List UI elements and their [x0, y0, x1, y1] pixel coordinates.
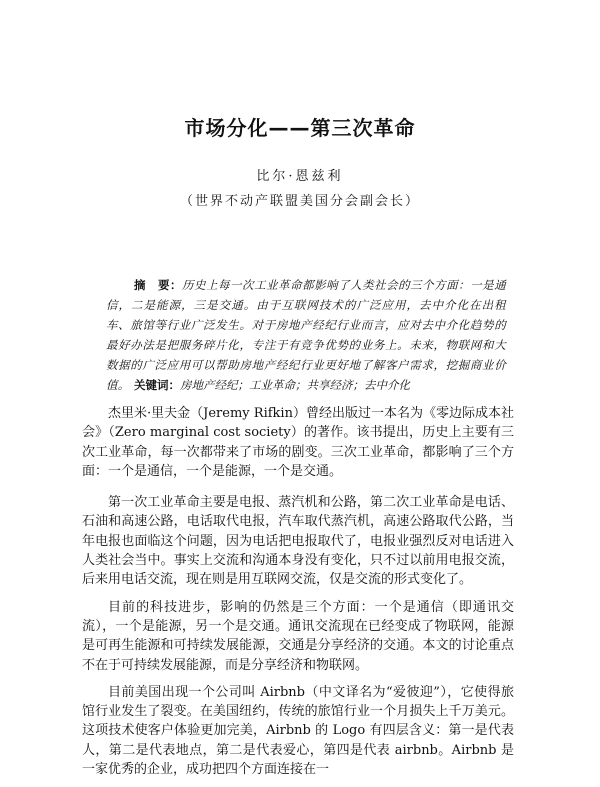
- author-affiliation: （世界不动产联盟美国分会副会长）: [179, 194, 420, 209]
- article-body: [82, 404, 514, 787]
- article-title: 市场分化——第三次革命: [184, 116, 416, 140]
- keywords-text: 房地产经纪；工业革命；共享经济；去中介化: [180, 378, 410, 392]
- keywords-label: 关键词：: [134, 378, 180, 392]
- body-paragraph: 目前的科技进步，影响的仍然是三个方面：一个是通信（即通讯交流），一个是能源，另一个是交通。通讯交流现在已经变成了物联网，能源是可再生能源和可持续发展能源，交通是分享经济的交通。本文的讨论重点不在于可持续发展能源，而是分享经济和物联网。: [82, 599, 514, 673]
- abstract-text: 历史上每一次工业革命都影响了人类社会的三个方面：一是通信，二是能源，三是交通。由于互联网技术的广泛应用，去中介化在出租车、旅馆等行业广泛发生。对于房地产经纪行业而言，应对去中介化趋势的最好办法是把服务碎片化，专注于有竞争优势的业务上。未来，物联网和大数据的广泛应用可以帮助房地产经纪行业更好地了解客户需求，挖掘商业价值。: [106, 278, 506, 392]
- body-paragraph: 目前美国出现一个公司叫 Airbnb（中文译名为“爱彼迎”），它使得旅馆行业发生了裂变。在美国纽约，传统的旅馆行业一个月损失上千万美元。这项技术使客户体验更加完美，Airbnb 的 Logo 有四层含义：第一是代表人，第二是代表地点，第二是代表爱心，第四是代表 airbnb。Airbnb 是一家优秀的企业，成功把四个方面连接在一: [82, 684, 514, 778]
- author-name: 比尔·恩兹利: [256, 169, 344, 184]
- body-paragraph: 杰里米·里夫金（Jeremy Rifkin）曾经出版过一本名为《零边际成本社会》（Zero marginal cost society）的著作。该书提出，历史上主要有三次工业革命，每一次都带来了市场的剧变。三次工业革命，都影响了三个方面：一个是通信，一个是能源，一个是交通。: [82, 406, 514, 479]
- keywords: [134, 375, 506, 395]
- abstract-label: 摘 要：: [134, 278, 183, 292]
- body-paragraph: 第一次工业革命主要是电报、蒸汽机和公路，第二次工业革命是电话、石油和高速公路，电话取代电报，汽车取代蒸汽机，高速公路取代公路，当年电报也面临这个问题，因为电话把电报取代了，电报业强烈反对电话进入人类社会当中。事实上交流和沟通本身没有变化，只不过以前用电报交流，后来用电话交流，现在则是用互联网交流，仅是交流的形式变化了。: [82, 495, 514, 588]
